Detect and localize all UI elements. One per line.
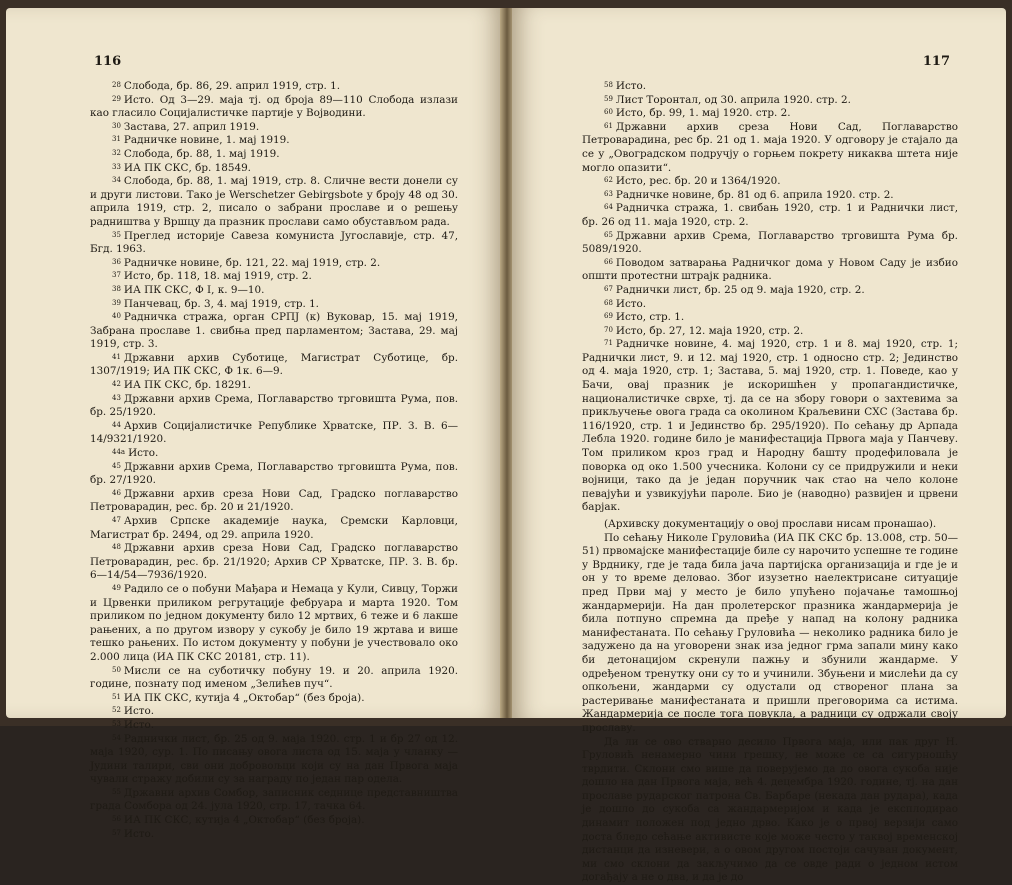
- footnote-number: 45: [112, 462, 121, 470]
- footnote: [582, 338, 958, 515]
- footnote-number: 32: [112, 149, 121, 157]
- footnote-number: 28: [112, 81, 121, 89]
- left-footnotes: [90, 80, 458, 841]
- footnote-number: 31: [112, 135, 121, 143]
- right-page-number: 117: [923, 54, 950, 69]
- footnote-text: Исто.: [124, 719, 154, 731]
- footnote-number: 38: [112, 285, 121, 293]
- footnote: [90, 311, 458, 352]
- footnote-text: ИА ПК СКС, кутија 4 „Октобар“ (без броја).: [124, 692, 365, 704]
- footnote-text: Раднички лист, бр. 25 од 9. маја 1920. стр. 1 и бр 27 од 12. маја 1920, сур. 1. По писању овога листа од 15. маја у чланку — Јудини талири, сви они добровољци који су на дан Првога маја чували стражу добили су за награду по један пар одела.: [90, 733, 458, 786]
- footnote-number: 40: [112, 312, 121, 320]
- footnote-text: Државни архив среза Нови Сад, Градско поглаварство Петроварадин, рес. бр. 20 и 21/1920.: [90, 488, 458, 514]
- footnote: [90, 80, 458, 94]
- footnote-text: Исто.: [616, 80, 646, 92]
- footnote-text: Радничке новине, 4. мај 1920, стр. 1 и 8. мај 1920, стр. 1; Раднички лист, 9. и 12. мај 1920, стр. 1 односно стр. 2; Јединство од 4. маја 1920, стр. 1; Застава, 5. мај 1920, стр. 1. Поведе, као у Бачи, овај празник је искоришћен у пропагандистичке, националистичке сврхе, тј. да се на збору говори о захтевима за прикључење овога града са околином Краљевини СХС (Застава бр. 116/1920, стр. 1 и Јединство бр. 295/1920). По сећању др Арпада Лебла 1920. године било је манифестација Првога маја у Панчеву. Том приликом кроз град и Народну башту продефиловала је поворка од око 1.500 учесника. Колони су се придружили и неки војници, тако да је један поручник чак стао на чело колоне певајући и узвикујући пароле. Био је (наводно) развијен и црвени барјак.: [582, 338, 958, 513]
- footnote-text: Исто.: [124, 828, 154, 840]
- footnote-number: 50: [112, 666, 121, 674]
- footnote: [582, 325, 958, 339]
- paragraph: (Архивску документацију о овој прослави нисам пронашао).: [582, 518, 958, 532]
- footnote: [90, 379, 458, 393]
- footnote: [582, 284, 958, 298]
- footnote-number: 68: [604, 299, 613, 307]
- footnote-number: 62: [604, 176, 613, 184]
- left-page-number: 116: [94, 54, 121, 69]
- footnote-number: 59: [604, 95, 613, 103]
- footnote-number: 44a: [112, 448, 125, 456]
- footnote-number: 35: [112, 231, 121, 239]
- footnote-text: Исто.: [616, 298, 646, 310]
- footnote: [90, 420, 458, 447]
- footnote-text: Исто, бр. 118, 18. мај 1919, стр. 2.: [124, 270, 312, 282]
- footnote-text: Исто.: [128, 447, 158, 459]
- footnote: [582, 257, 958, 284]
- footnote-text: Исто. Од 3—29. маја тј. од броја 89—110 Слобода излази као гласило Социјалистичке партије у Војводини.: [90, 94, 458, 120]
- footnote: [90, 733, 458, 787]
- footnote-number: 55: [112, 788, 121, 796]
- footnote-number: 71: [604, 339, 613, 347]
- footnote: [582, 94, 958, 108]
- footnote-number: 64: [604, 203, 613, 211]
- footnote-number: 53: [112, 720, 121, 728]
- footnote-number: 41: [112, 353, 121, 361]
- footnote: [90, 828, 458, 842]
- footnote: [90, 542, 458, 583]
- footnote-text: Преглед историје Савеза комуниста Југославије, стр. 47, Бгд. 1963.: [90, 230, 458, 256]
- footnote-number: 46: [112, 489, 121, 497]
- footnote-number: 70: [604, 326, 613, 334]
- footnote: [90, 665, 458, 692]
- footnote-number: 65: [604, 231, 613, 239]
- footnote-number: 56: [112, 815, 121, 823]
- paragraph: Да ли се ово стварно десило Првога маја, или пак друг Н. Груловић ненамерно чини грешку, не може се са сигурношћу тврдити. Склони смо више да поверујемо да до овога сукоба није дошло на дан Првога маја, већ 4. децембра 1920. године, тј. на дан прославе рударског патрона Св. Барбаре (некада дан рудара), када је дошло до сукоба са жандармеријом и када је експлодирао динамит положен под једно дрво. Како је о првој верзији само доста бледо сећање активисте које може често у таквој временској дистанци да изневери, а о овом другом постоји сачуван документ, ми смо склони да закључимо да се овде ради о једном истом догађају а не о два, и да је до: [582, 736, 958, 885]
- footnote-number: 66: [604, 258, 613, 266]
- footnote-number: 36: [112, 258, 121, 266]
- footnote: [582, 121, 958, 175]
- footnote-number: 39: [112, 299, 121, 307]
- footnote: [90, 134, 458, 148]
- footnote-number: 60: [604, 108, 613, 116]
- footnote-text: Исто, рес. бр. 20 и 1364/1920.: [616, 175, 781, 187]
- footnote: [90, 257, 458, 271]
- footnote: [90, 393, 458, 420]
- right-page: [512, 8, 1006, 718]
- footnote-text: Државни архив Срема, Поглаварство трговишта Рума, пов. бр. 27/1920.: [90, 461, 458, 487]
- footnote-text: Лист Торонтал, од 30. априла 1920. стр. 2.: [616, 94, 851, 106]
- footnote-number: 51: [112, 693, 121, 701]
- footnote-number: 42: [112, 380, 121, 388]
- footnote-text: Поводом затварања Радничког дома у Новом Саду је избио општи протестни штрајк радника.: [582, 257, 958, 283]
- footnote-text: Слобода, бр. 88, 1. мај 1919, стр. 8. Сличне вести донели су и други листови. Тако је Werschetzer Gebirgsbote у броју 48 од 30. априла 1919, стр. 2, писало о забрани прославе и о решењу радништва у Вршцу да празник прослави само обустављом рада.: [90, 175, 458, 228]
- footnote-text: Државни архив Сомбор, записник седнице представништва града Сомбора од 24. јула 1920, стр. 17, тачка 64.: [90, 787, 458, 813]
- footnote-number: 33: [112, 163, 121, 171]
- footnote: [582, 202, 958, 229]
- left-page: [6, 8, 502, 718]
- footnote: [90, 447, 458, 461]
- footnote: [90, 230, 458, 257]
- footnote-number: 52: [112, 706, 121, 714]
- right-footnotes: [582, 80, 958, 515]
- footnote: [90, 692, 458, 706]
- footnote: [90, 352, 458, 379]
- footnote-number: 34: [112, 176, 121, 184]
- footnote-text: Мисли се на суботичку побуну 19. и 20. априла 1920. године, познату под именом „Зелићев пуч“.: [90, 665, 458, 691]
- footnote: [90, 162, 458, 176]
- footnote-text: Исто.: [124, 705, 154, 717]
- footnote-number: 69: [604, 312, 613, 320]
- footnote-text: Радничка стража, орган СРПЈ (к) Вуковар, 15. мај 1919, Забрана прославе 1. свибња пред парламентом; Застава, 29. мај 1919, стр. 3.: [90, 311, 458, 350]
- footnote: [90, 175, 458, 229]
- footnote-text: ИА ПК СКС, кутија 4 „Октобар“ (без броја).: [124, 814, 365, 826]
- footnote: [90, 583, 458, 665]
- footnote-number: 49: [112, 584, 121, 592]
- footnote: [90, 94, 458, 121]
- footnote: [582, 107, 958, 121]
- footnote-text: Исто, стр. 1.: [616, 311, 684, 323]
- footnote: [90, 121, 458, 135]
- footnote: [90, 705, 458, 719]
- footnote-text: Панчевац, бр. 3, 4. мај 1919, стр. 1.: [124, 298, 319, 310]
- footnote-number: 44: [112, 421, 121, 429]
- footnote-number: 37: [112, 271, 121, 279]
- footnote: [90, 461, 458, 488]
- footnote-text: Слобода, бр. 86, 29. април 1919, стр. 1.: [124, 80, 340, 92]
- footnote: [582, 230, 958, 257]
- footnote: [582, 298, 958, 312]
- footnote-text: Радничке новине, бр. 121, 22. мај 1919, стр. 2.: [124, 257, 380, 269]
- footnote-text: ИА ПК СКС, бр. 18549.: [124, 162, 251, 174]
- footnote-text: Исто, бр. 27, 12. маја 1920, стр. 2.: [616, 325, 803, 337]
- footnote: [582, 189, 958, 203]
- footnote-text: Државни архив среза Нови Сад, Градско поглаварство Петроварадин, рес. бр. 21/1920; Архив СР Хрватске, ПР. З. В. бр. 6—14/54—7936/1920.: [90, 542, 458, 581]
- right-body: [582, 80, 958, 885]
- footnote-text: Државни архив Срема, Поглаварство трговишта Рума бр. 5089/1920.: [582, 230, 958, 256]
- footnote-text: Застава, 27. април 1919.: [124, 121, 259, 133]
- paragraph: По сећању Николе Груловића (ИА ПК СКС бр. 13.008, стр. 50—51) првомајске манифестације биле су нарочито успешне те године у Врднику, где је тада била јача партијска организација и где је и он у то време деловао. Због изузетно наелектрисане ситуације пред Први мај у место је било упућено појачање тамошњој жандармерији. На дан пролетерског празника жандармерија је била потпуно спремна да пређе у напад на колону радника манифестаната. По сећању Груловића — неколико радника било је задужено да на уговорени знак иза једног грма запали мину како би детонацијом скренули пажњу и збунили жандарме. У одређеном тренутку они су то и учинили. Збуњени и мислећи да су опкољени, жандарми су одустали од створеног плана за растеривање манифестаната и пришли преговорима са истима. Жандармерија се после тога повукла, а радници су одржали своју прославу.: [582, 532, 958, 736]
- footnote-number: 30: [112, 122, 121, 130]
- footnote-number: 61: [604, 122, 613, 130]
- footnote-text: Слобода, бр. 88, 1. мај 1919.: [124, 148, 280, 160]
- footnote-number: 29: [112, 95, 121, 103]
- footnote: [90, 488, 458, 515]
- footnote-text: ИА ПК СКС, бр. 18291.: [124, 379, 251, 391]
- footnote-number: 63: [604, 190, 613, 198]
- footnote-text: Радило се о побуни Мађара и Немаца у Кули, Сивцу, Торжи и Црвенки приликом регрутације фебруара и марта 1920. Том приликом по једном документу било 12 мртвих, 6 теже и 6 лакше рањених, а по другом извору у сукобу је било 19 жртава и више тешко рањених. По истом документу у побуни је учествовало око 2.000 лица (ИА ПК СКС 20181, стр. 11).: [90, 583, 458, 663]
- footnote: [582, 175, 958, 189]
- footnote: [90, 515, 458, 542]
- footnote: [90, 814, 458, 828]
- footnote-text: Радничке новине, бр. 81 од 6. априла 1920. стр. 2.: [616, 189, 894, 201]
- footnote-text: Исто, бр. 99, 1. мај 1920. стр. 2.: [616, 107, 791, 119]
- footnote-number: 67: [604, 285, 613, 293]
- footnote-number: 43: [112, 394, 121, 402]
- footnote-text: Државни архив Срема, Поглаварство трговишта Рума, пов. бр. 25/1920.: [90, 393, 458, 419]
- footnote: [90, 148, 458, 162]
- footnote: [582, 311, 958, 325]
- footnote-number: 48: [112, 543, 121, 551]
- footnote-number: 54: [112, 734, 121, 742]
- footnote-text: Државни архив среза Нови Сад, Поглаварство Петроварадина, рес бр. 21 од 1. маја 1920. У одговору је стајало да се у „Овоградском подручју о горњем покрету никаква штета није могло опазити“.: [582, 121, 958, 174]
- footnote-number: 57: [112, 829, 121, 837]
- footnote-text: Архив Социјалистичке Републике Хрватске, ПР. З. В. 6—14/9321/1920.: [90, 420, 458, 446]
- footnote-text: Радничке новине, 1. мај 1919.: [124, 134, 290, 146]
- footnote: [90, 787, 458, 814]
- footnote-text: ИА ПК СКС, Ф I, к. 9—10.: [124, 284, 264, 296]
- footnote-text: Државни архив Суботице, Магистрат Суботице, бр. 1307/1919; ИА ПК СКС, Ф 1к. 6—9.: [90, 352, 458, 378]
- footnote-text: Архив Српске академије наука, Сремски Карловци, Магистрат бр. 2494, од 29. априла 1920.: [90, 515, 458, 541]
- footnote: [90, 284, 458, 298]
- footnote-number: 47: [112, 516, 121, 524]
- footnote: [90, 298, 458, 312]
- footnote-text: Раднички лист, бр. 25 од 9. маја 1920, стр. 2.: [616, 284, 865, 296]
- footnote-text: Радничка стража, 1. свибањ 1920, стр. 1 и Раднички лист, бр. 26 од 11. маја 1920, стр. 2.: [582, 202, 958, 228]
- footnote: [582, 80, 958, 94]
- footnote: [90, 270, 458, 284]
- footnote-number: 58: [604, 81, 613, 89]
